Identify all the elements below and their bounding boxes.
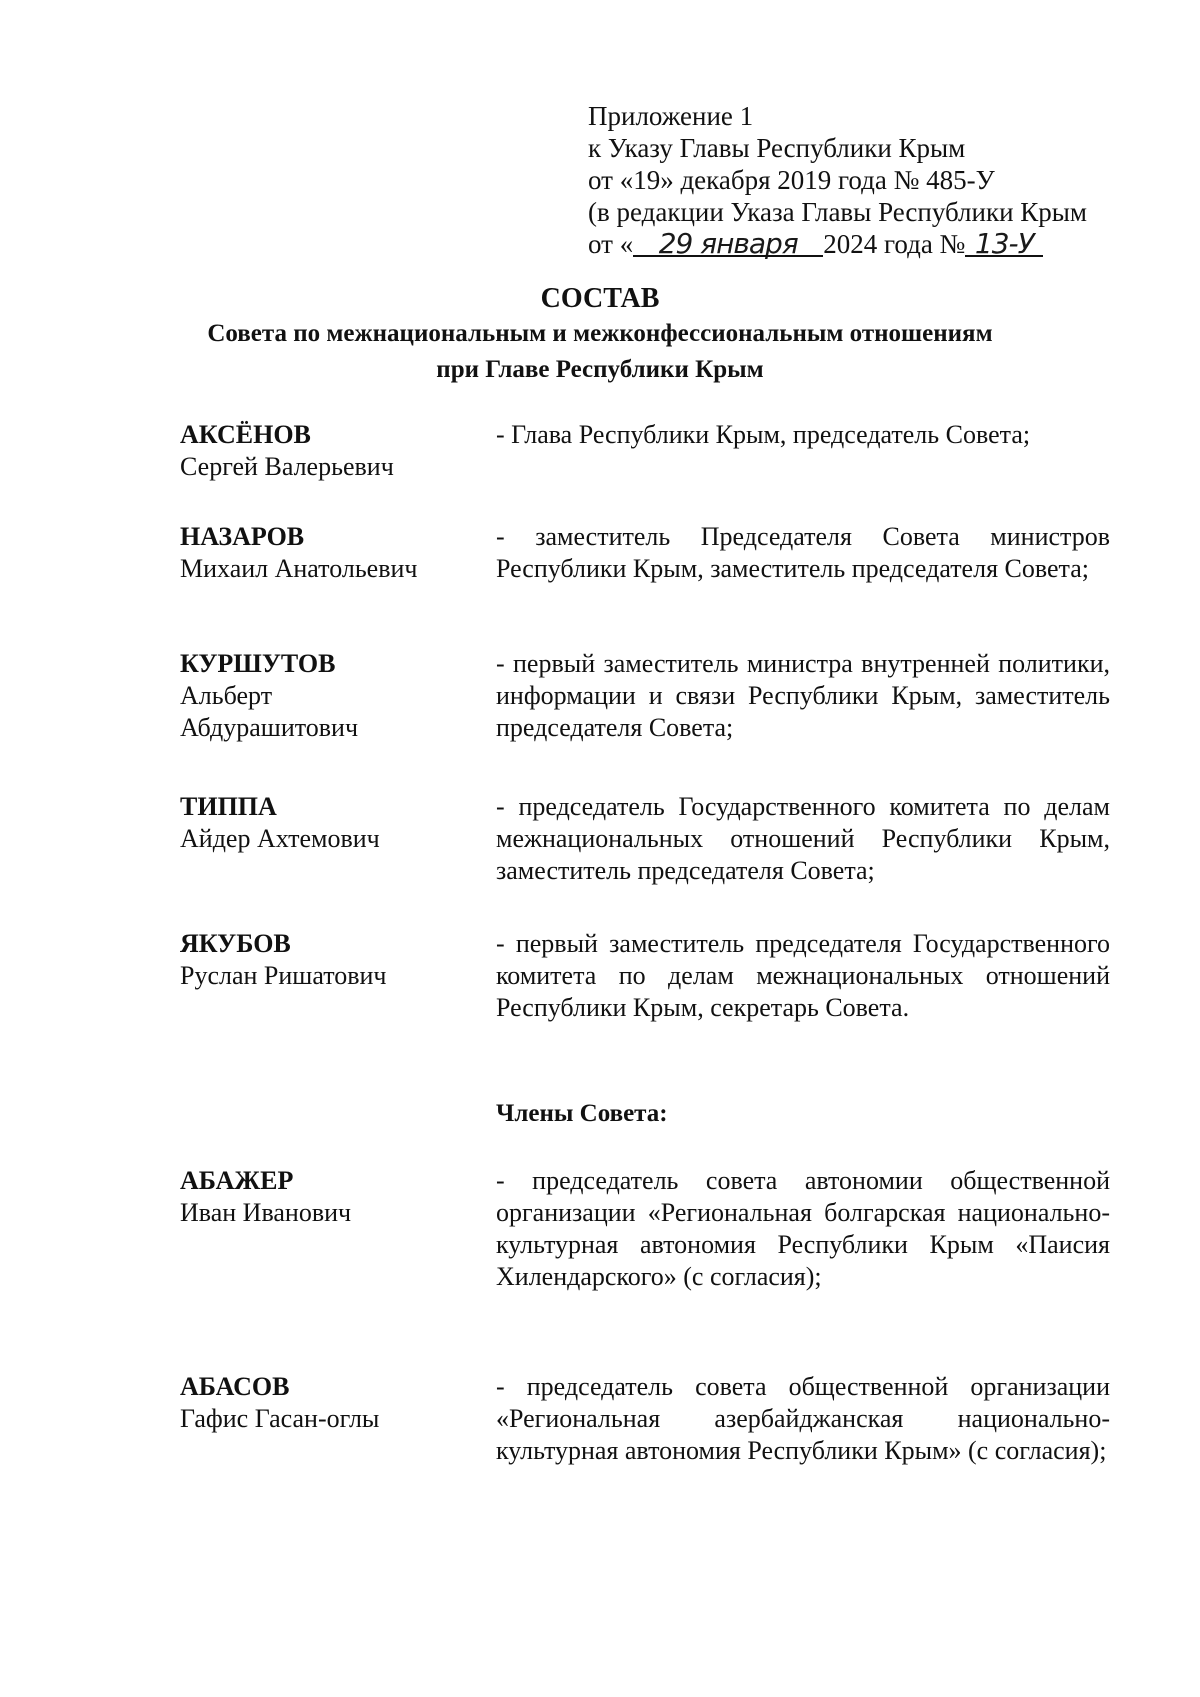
member-name xyxy=(180,1165,470,1229)
member-surname: АБАЖЕР xyxy=(180,1166,294,1195)
member-role: - председатель Государственного комитета по делам межнациональных отношений Республики Крым, заместитель председателя Совета; xyxy=(496,792,1110,885)
member-name xyxy=(180,1371,470,1435)
handwritten-number-text: 13-У xyxy=(974,227,1034,260)
member-role: - председатель совета автономии общественной организации «Региональная болгарская национально-культурная автономия Республики Крым «Паисия Хилендарского» (с согласия); xyxy=(496,1166,1110,1291)
appendix-line-5-middle: 2024 года № xyxy=(823,229,966,259)
member-surname: КУРШУТОВ xyxy=(180,649,336,678)
member-role: - заместитель Председателя Совета министров Республики Крым, заместитель председателя Совета; xyxy=(496,522,1110,583)
member-surname: ЯКУБОВ xyxy=(180,929,291,958)
member-role: - первый заместитель министра внутренней политики, информации и связи Республики Крым, заместитель председателя Совета; xyxy=(496,649,1110,742)
member-name xyxy=(180,521,470,585)
member-name xyxy=(180,648,470,744)
appendix-line-4: (в редакции Указа Главы Республики Крым xyxy=(588,197,1087,227)
date-underline xyxy=(633,255,823,257)
member-role: - первый заместитель председателя Государственного комитета по делам межнациональных отношений Республики Крым, секретарь Совета. xyxy=(496,929,1110,1022)
handwritten-date xyxy=(633,228,823,260)
member-given-names: Руслан Ришатович xyxy=(180,961,387,990)
member-surname: ТИППА xyxy=(180,792,277,821)
appendix-line-5 xyxy=(588,228,1148,260)
member-given-names: Гафис Гасан-оглы xyxy=(180,1404,380,1433)
handwritten-number xyxy=(965,228,1043,260)
member-given-names-2: Абдурашитович xyxy=(180,713,359,742)
number-underline xyxy=(965,255,1043,257)
member-surname: НАЗАРОВ xyxy=(180,522,305,551)
member-given-names: Михаил Анатольевич xyxy=(180,554,418,583)
member-surname: АКСЁНОВ xyxy=(180,420,311,449)
appendix-line-3: от «19» декабря 2019 года № 485-У xyxy=(588,165,995,195)
appendix-line-2: к Указу Главы Республики Крым xyxy=(588,133,966,163)
appendix-header xyxy=(588,100,1148,260)
member-given-names: Сергей Валерьевич xyxy=(180,452,394,481)
document-subtitle-line-2: при Главе Республики Крым xyxy=(436,356,764,383)
member-given-names: Иван Иванович xyxy=(180,1198,352,1227)
handwritten-date-text: 29 января xyxy=(658,227,798,260)
appendix-line-5-prefix: от « xyxy=(588,229,634,259)
member-role: - Глава Республики Крым, председатель Совета; xyxy=(496,420,1031,449)
member-name xyxy=(180,419,470,483)
appendix-line-1: Приложение 1 xyxy=(588,101,754,131)
member-surname: АБАСОВ xyxy=(180,1372,290,1401)
member-given-names: Альберт xyxy=(180,681,273,710)
document-title: СОСТАВ xyxy=(540,283,660,314)
member-given-names: Айдер Ахтемович xyxy=(180,824,380,853)
document-subtitle-line-1: Совета по межнациональным и межконфессиональным отношениям xyxy=(207,320,993,347)
member-name xyxy=(180,928,470,992)
member-name xyxy=(180,791,470,855)
members-section-title: Члены Совета: xyxy=(496,1100,668,1127)
member-role: - председатель совета общественной организации «Региональная азербайджанская национально-культурная автономия Республики Крым» (с согласия); xyxy=(496,1372,1110,1465)
